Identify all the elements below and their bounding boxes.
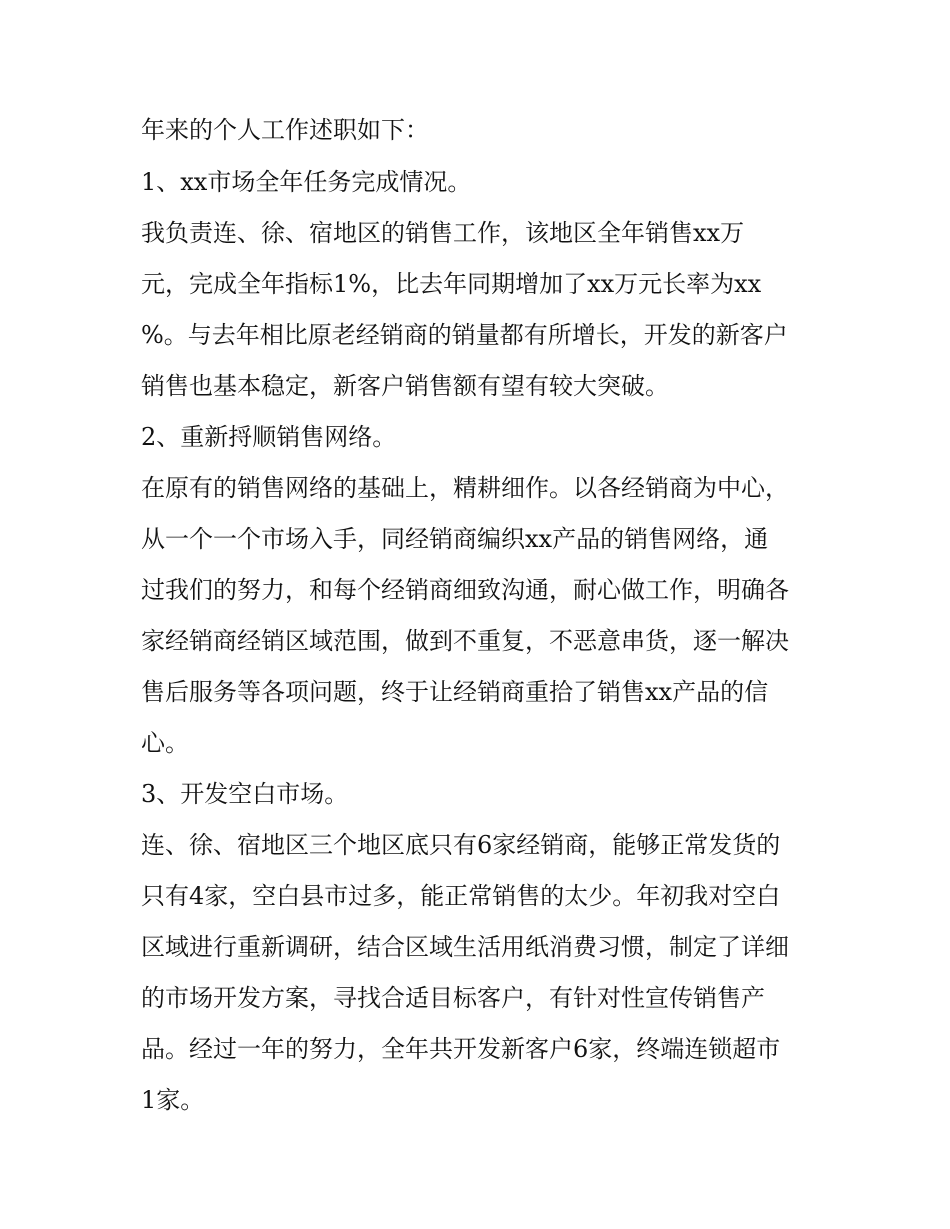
text-line: 的市场开发方案，寻找合适目标客户，有针对性宣传销售产 [141, 984, 765, 1012]
text-line: 心。 [141, 729, 189, 757]
text-line-intro: 年来的个人工作述职如下： [141, 116, 429, 144]
text-line: 过我们的努力，和每个经销商细致沟通，耐心做工作，明确各 [141, 576, 789, 604]
text-line: 元，完成全年指标1%，比去年同期增加了xx万元长率为xx [141, 270, 762, 298]
text-line: 销售也基本稳定，新客户销售额有望有较大突破。 [141, 372, 669, 400]
text-line: 家经销商经销区域范围，做到不重复，不恶意串货，逐一解决 [141, 627, 789, 655]
text-line: 区域进行重新调研，结合区域生活用纸消费习惯，制定了详细 [141, 933, 789, 961]
text-line: 售后服务等各项问题，终于让经销商重拾了销售xx产品的信 [141, 678, 769, 706]
section-heading-2: 2、重新捋顺销售网络。 [141, 423, 397, 451]
text-line: 只有4家，空白县市过多，能正常销售的太少。年初我对空白 [141, 882, 781, 910]
text-line: 我负责连、徐、宿地区的销售工作，该地区全年销售xx万 [141, 219, 745, 247]
section-heading-1: 1、xx市场全年任务完成情况。 [141, 168, 472, 196]
text-line: %。与去年相比原老经销商的销量都有所增长，开发的新客户 [141, 321, 788, 349]
text-line: 连、徐、宿地区三个地区底只有6家经销商，能够正常发货的 [141, 831, 781, 859]
text-line: 1家。 [141, 1086, 205, 1114]
text-line: 品。经过一年的努力，全年共开发新客户6家，终端连锁超市 [141, 1035, 781, 1063]
section-heading-3: 3、开发空白市场。 [141, 780, 349, 808]
text-line: 从一个一个市场入手，同经销商编织xx产品的销售网络，通 [141, 525, 769, 553]
text-line: 在原有的销售网络的基础上，精耕细作。以各经销商为中心， [141, 474, 789, 502]
